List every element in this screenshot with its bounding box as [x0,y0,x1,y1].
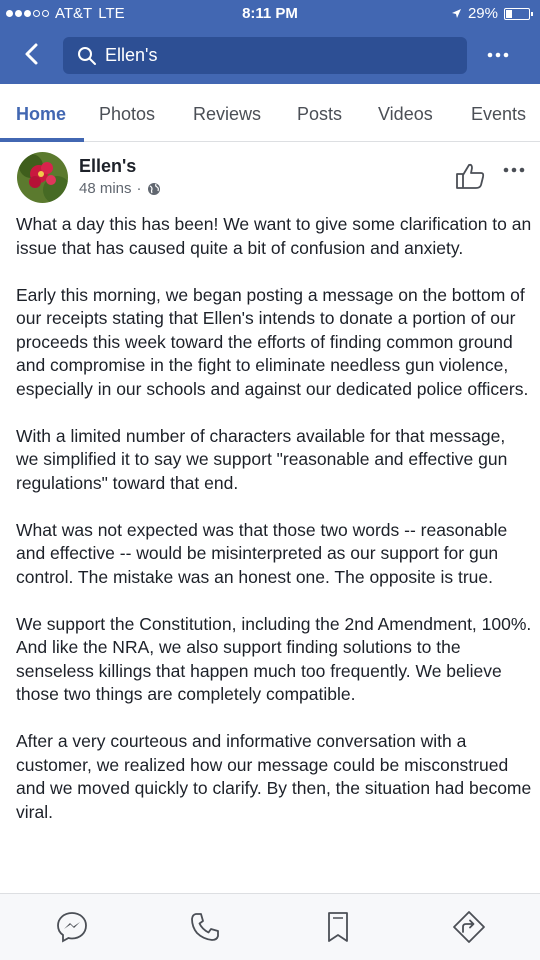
status-bar [0,0,540,28]
tab-photos[interactable]: Photos [99,104,156,124]
carrier: AT&T [55,5,93,22]
tab-events[interactable]: Events [471,104,527,124]
nav-row [0,34,540,76]
bottom-action-bar [0,893,540,960]
avatar[interactable] [17,152,68,203]
tab-videos[interactable]: Videos [378,104,433,124]
post-paragraph: What a day this has been! We want to give some clarification to an issue that has caused quite a bit of confusion and anxiety. [16,214,532,258]
post-text [16,213,532,848]
search-text: Ellen's [105,45,158,65]
status-right [451,5,530,22]
post-author[interactable]: Ellen's [79,156,137,176]
clock: 8:11 PM [242,5,298,22]
bookmark-icon[interactable] [321,910,355,944]
battery-icon [504,8,530,20]
post-meta [79,180,161,197]
post-paragraph: Early this morning, we began posting a message on the bottom of our receipts stating that Ellen's intends to donate a portion of our proceeds this week toward the efforts of finding common ground and compromise in the fight to eliminate needless gun violence, especially in our schools and against our dedicated police officers. [16,284,529,399]
network: LTE [98,5,125,22]
post-paragraph: With a limited number of characters available for that message, we simplified it to say we support "reasonable and effective gun regulations" toward that end. [16,425,508,493]
post-header [0,142,540,212]
meta-separator: · [136,180,142,197]
more-options-icon[interactable] [486,46,510,64]
post-options-icon[interactable] [503,166,525,174]
tab-posts[interactable]: Posts [297,104,343,124]
back-arrow-icon[interactable] [18,40,46,68]
post-time[interactable]: 48 mins [79,180,132,197]
like-icon[interactable] [455,162,485,190]
post-paragraph: We support the Constitution, including the 2nd Amendment, 100%. And like the NRA, we also support finding solutions to the senseless killings that happen much too frequently. We believe those two things are completely compatible. [16,613,532,704]
search-field[interactable] [63,37,467,74]
directions-icon[interactable] [452,910,486,944]
tab-home[interactable]: Home [16,104,67,124]
tab-reviews[interactable]: Reviews [193,104,262,124]
messenger-icon[interactable] [55,910,89,944]
page-tabs [0,84,540,142]
location-arrow-icon [451,8,462,19]
battery-percent: 29% [467,5,498,22]
post-paragraph: What was not expected was that those two words -- reasonable and effective -- would be misinterpreted as our support for gun control. The mistake was an honest one. The opposite is true. [16,519,508,587]
search-icon [77,46,97,66]
phone-icon[interactable] [188,910,222,944]
globe-icon [147,182,161,196]
post-paragraph: After a very courteous and informative conversation with a customer, we realized how our message could be misconstrued and we moved quickly to clarify. By then, the situation had become viral. [16,731,532,822]
top-bar [0,0,540,84]
